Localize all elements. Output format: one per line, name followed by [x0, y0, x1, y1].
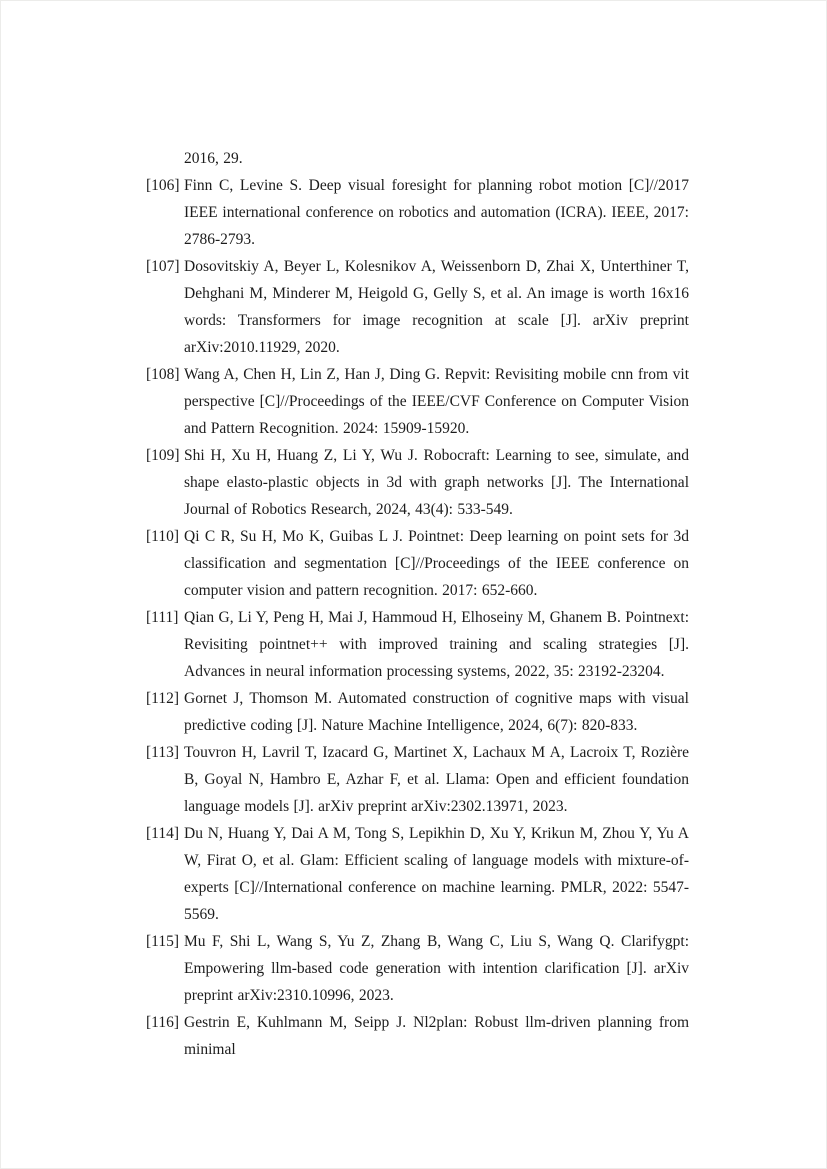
reference-text: Qi C R, Su H, Mo K, Guibas L J. Pointnet: Deep learning on point sets for 3d classification and segmentation [C]//Proceedings of the IEEE conference on computer vision and pattern recognition. 2017: 652-660. [184, 528, 689, 599]
reference-text: Dosovitskiy A, Beyer L, Kolesnikov A, Weissenborn D, Zhai X, Unterthiner T, Dehghani M, Minderer M, Heigold G, Gelly S, et al. An image is worth 16x16 words: Transformers for image recognition at scale [J]. arXiv preprint arXiv:2010.11929, 2020. [184, 258, 689, 356]
reference-continuation [146, 145, 689, 172]
reference-text: Gornet J, Thomson M. Automated construction of cognitive maps with visual predictive coding [J]. Nature Machine Intelligence, 2024, 6(7): 820-833. [184, 690, 689, 734]
reference-number: [107] [146, 258, 180, 275]
reference-number: [116] [146, 1014, 179, 1031]
reference-text: Mu F, Shi L, Wang S, Yu Z, Zhang B, Wang C, Liu S, Wang Q. Clarifygpt: Empowering llm-based code generation with intention clarification [J]. arXiv preprint arXiv:2310.10996, 2023. [184, 933, 689, 1004]
reference-number: [106] [146, 177, 180, 194]
reference-text: Shi H, Xu H, Huang Z, Li Y, Wu J. Robocraft: Learning to see, simulate, and shape elasto-plastic objects in 3d with graph networks [J]. The International Journal of Robotics Research, 2024, 43(4): 533-549. [184, 447, 689, 518]
reference-entry-106 [146, 172, 689, 253]
reference-number: [108] [146, 366, 180, 383]
reference-number: [111] [146, 609, 179, 626]
reference-entry-110 [146, 523, 689, 604]
reference-number: [113] [146, 744, 179, 761]
reference-number: [109] [146, 447, 180, 464]
reference-entry-111 [146, 604, 689, 685]
reference-text: Gestrin E, Kuhlmann M, Seipp J. Nl2plan: Robust llm-driven planning from minimal [184, 1014, 689, 1058]
reference-number: [110] [146, 528, 179, 545]
reference-text: Finn C, Levine S. Deep visual foresight for planning robot motion [C]//2017 IEEE international conference on robotics and automation (ICRA). IEEE, 2017: 2786-2793. [184, 177, 689, 248]
references-list [146, 145, 689, 1063]
reference-entry-108 [146, 361, 689, 442]
reference-number: [114] [146, 825, 179, 842]
reference-entry-109 [146, 442, 689, 523]
reference-entry-115 [146, 928, 689, 1009]
reference-entry-116 [146, 1009, 689, 1063]
reference-entry-114 [146, 820, 689, 928]
reference-text: Du N, Huang Y, Dai A M, Tong S, Lepikhin D, Xu Y, Krikun M, Zhou Y, Yu A W, Firat O, et al. Glam: Efficient scaling of language models with mixture-of-experts [C]//International conference on machine learning. PMLR, 2022: 5547-5569. [184, 825, 689, 923]
reference-entry-107 [146, 253, 689, 361]
reference-entry-112 [146, 685, 689, 739]
reference-text: 2016, 29. [184, 150, 243, 167]
reference-number: [112] [146, 690, 179, 707]
reference-number: [115] [146, 933, 179, 950]
reference-text: Qian G, Li Y, Peng H, Mai J, Hammoud H, Elhoseiny M, Ghanem B. Pointnext: Revisiting pointnet++ with improved training and scaling strategies [J]. Advances in neural information processing systems, 2022, 35: 23192-23204. [184, 609, 689, 680]
reference-text: Wang A, Chen H, Lin Z, Han J, Ding G. Repvit: Revisiting mobile cnn from vit perspective [C]//Proceedings of the IEEE/CVF Conference on Computer Vision and Pattern Recognition. 2024: 15909-15920. [184, 366, 689, 437]
reference-text: Touvron H, Lavril T, Izacard G, Martinet X, Lachaux M A, Lacroix T, Rozière B, Goyal N, Hambro E, Azhar F, et al. Llama: Open and efficient foundation language models [J]. arXiv preprint arXiv:2302.13971, 2023. [184, 744, 689, 815]
reference-entry-113 [146, 739, 689, 820]
